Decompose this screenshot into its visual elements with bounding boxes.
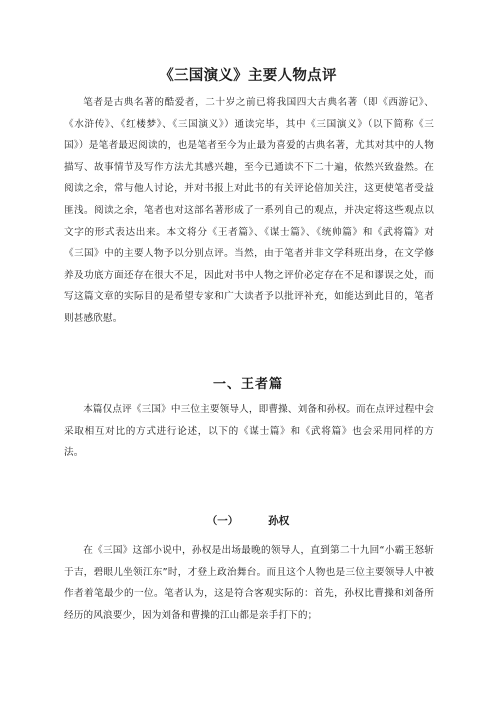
subsection-heading (0, 513, 496, 528)
section-heading: 一、王者篇 (212, 377, 283, 392)
document-title: 《三国演义》主要人物点评 (159, 68, 337, 84)
subsection-paragraph: 在《三国》这部小说中，孙权是出场最晚的领导人，直到第二十九回“小霸王怒斩于吉，碧眼儿坐领江东”时，才登上政治舞台。而且这个人物也是三位主要领导人中被作者着笔最少的一位。笔者认为，这是符合客观实际的：首先，孙权比曹操和刘备所经历的风浪要少，因为刘备和曹操的江山都是亲手打下的； (64, 545, 434, 621)
subsection-number: （一） (206, 515, 239, 527)
intro-paragraph: 笔者是古典名著的酷爱者，二十岁之前已将我国四大古典名著（即《西游记》、《水浒传》、《红楼梦》、《三国演义》）通读完毕，其中《三国演义》（以下简称《三国》）是笔者最迟阅读的，也是笔者至今为止最为喜爱的古典名著，尤其对其中的人物描写、故事情节及写作方法尤其感兴趣，至今已通读不下二十遍，依然兴致盎然。在阅读之余，常与他人讨论，并对书报上对此书的有关评论倍加关注，这更使笔者受益匪浅。阅读之余，笔者也对这部名著形成了一系列自己的观点，并决定将这些观点以文字的形式表达出来。本文将分《王者篇》、《谋士篇》、《统帅篇》和《武将篇》对《三国》中的主要人物予以分别点评。当然，由于笔者并非文学科班出身，在文学修养及功底方面还存在很大不足，因此对书中人物之评价必定存在不足和谬误之处，而写这篇文章的实际目的是希望专家和广大读者予以批评补充，如能达到此目的，笔者则甚感欣慰。 (64, 97, 434, 324)
section-paragraph: 本篇仅点评《三国》中三位主要领导人，即曹操、刘备和孙权。而在点评过程中会采取相互对比的方式进行论述，以下的《谋士篇》和《武将篇》也会采用同样的方法。 (64, 404, 434, 459)
subsection-title: 孙权 (268, 515, 290, 527)
